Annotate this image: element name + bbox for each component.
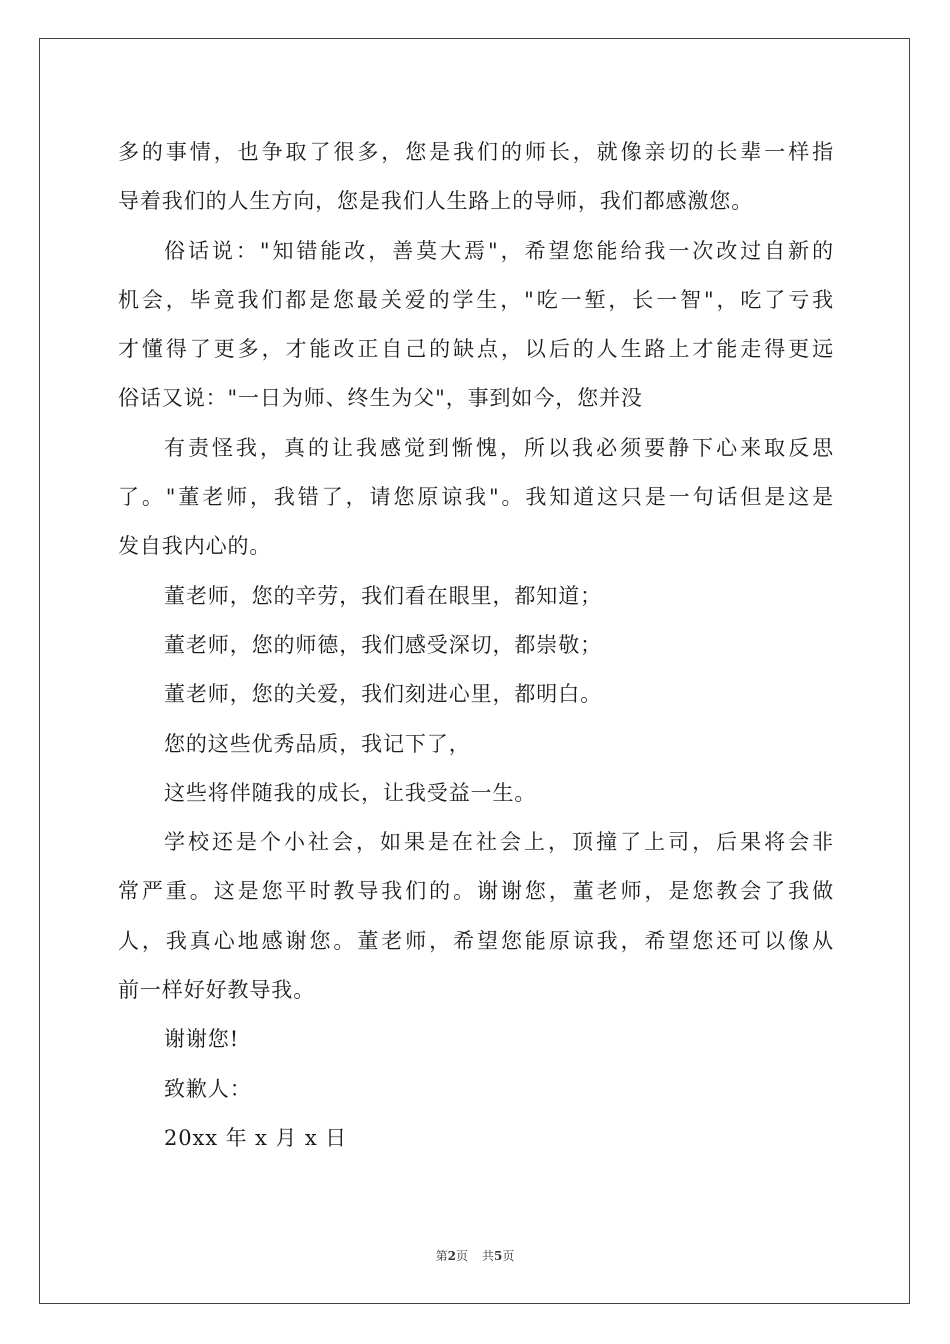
page-prefix: 第 [435, 1249, 448, 1263]
total-prefix: 共 [482, 1249, 495, 1263]
text-line-4: 机会，毕竟我们都是您最关爱的学生，"吃一堑，长一智"，吃了亏我 [118, 287, 834, 312]
text-line-8: 了。"董老师，我错了，请您原谅我"。我知道这只是一句话但是这是 [118, 485, 834, 510]
text-line-13: 您的这些优秀品质，我记下了， [164, 731, 471, 756]
text-line-3: 俗话说："知错能改，善莫大焉"，希望您能给我一次改过自新的 [164, 238, 834, 263]
text-line-18: 前一样好好教导我。 [118, 978, 316, 1003]
text-line-9: 发自我内心的。 [118, 534, 272, 559]
page-footer [0, 1247, 950, 1264]
text-line-17: 人，我真心地感谢您。董老师，希望您能原谅我，希望您还可以像从 [118, 928, 834, 953]
page-suffix: 页 [455, 1249, 468, 1263]
text-line-6: 俗话又说："一日为师、终生为父"，事到如今，您并没 [118, 386, 643, 411]
signature-label: 致歉人： [164, 1076, 252, 1101]
page-current-number: 2 [447, 1249, 456, 1263]
document-body [118, 128, 834, 1163]
closing-thanks: 谢谢您! [164, 1027, 240, 1052]
text-line-7: 有责怪我，真的让我感觉到惭愧，所以我必须要静下心来取反思 [164, 435, 834, 460]
text-line-12: 董老师，您的关爱，我们刻进心里，都明白。 [164, 682, 602, 707]
text-line-10: 董老师，您的辛劳，我们看在眼里，都知道； [164, 583, 602, 608]
text-line-15: 学校还是个小社会，如果是在社会上，顶撞了上司，后果将会非 [164, 830, 834, 855]
text-line-1: 多的事情，也争取了很多，您是我们的师长，就像亲切的长辈一样指 [118, 140, 834, 164]
text-line-2: 导着我们的人生方向，您是我们人生路上的导师，我们都感激您。 [118, 189, 754, 214]
date-line: 20xx 年 x 月 x 日 [164, 1125, 348, 1150]
text-line-5: 才懂得了更多，才能改正自己的缺点，以后的人生路上才能走得更远 [118, 337, 834, 362]
text-line-14: 这些将伴随我的成长，让我受益一生。 [164, 780, 537, 805]
text-line-11: 董老师，您的师德，我们感受深切，都崇敬； [164, 632, 602, 657]
text-line-16: 常严重。这是您平时教导我们的。谢谢您，董老师，是您教会了我做 [118, 879, 834, 904]
page-total-number: 5 [494, 1249, 503, 1263]
total-suffix: 页 [502, 1249, 515, 1263]
